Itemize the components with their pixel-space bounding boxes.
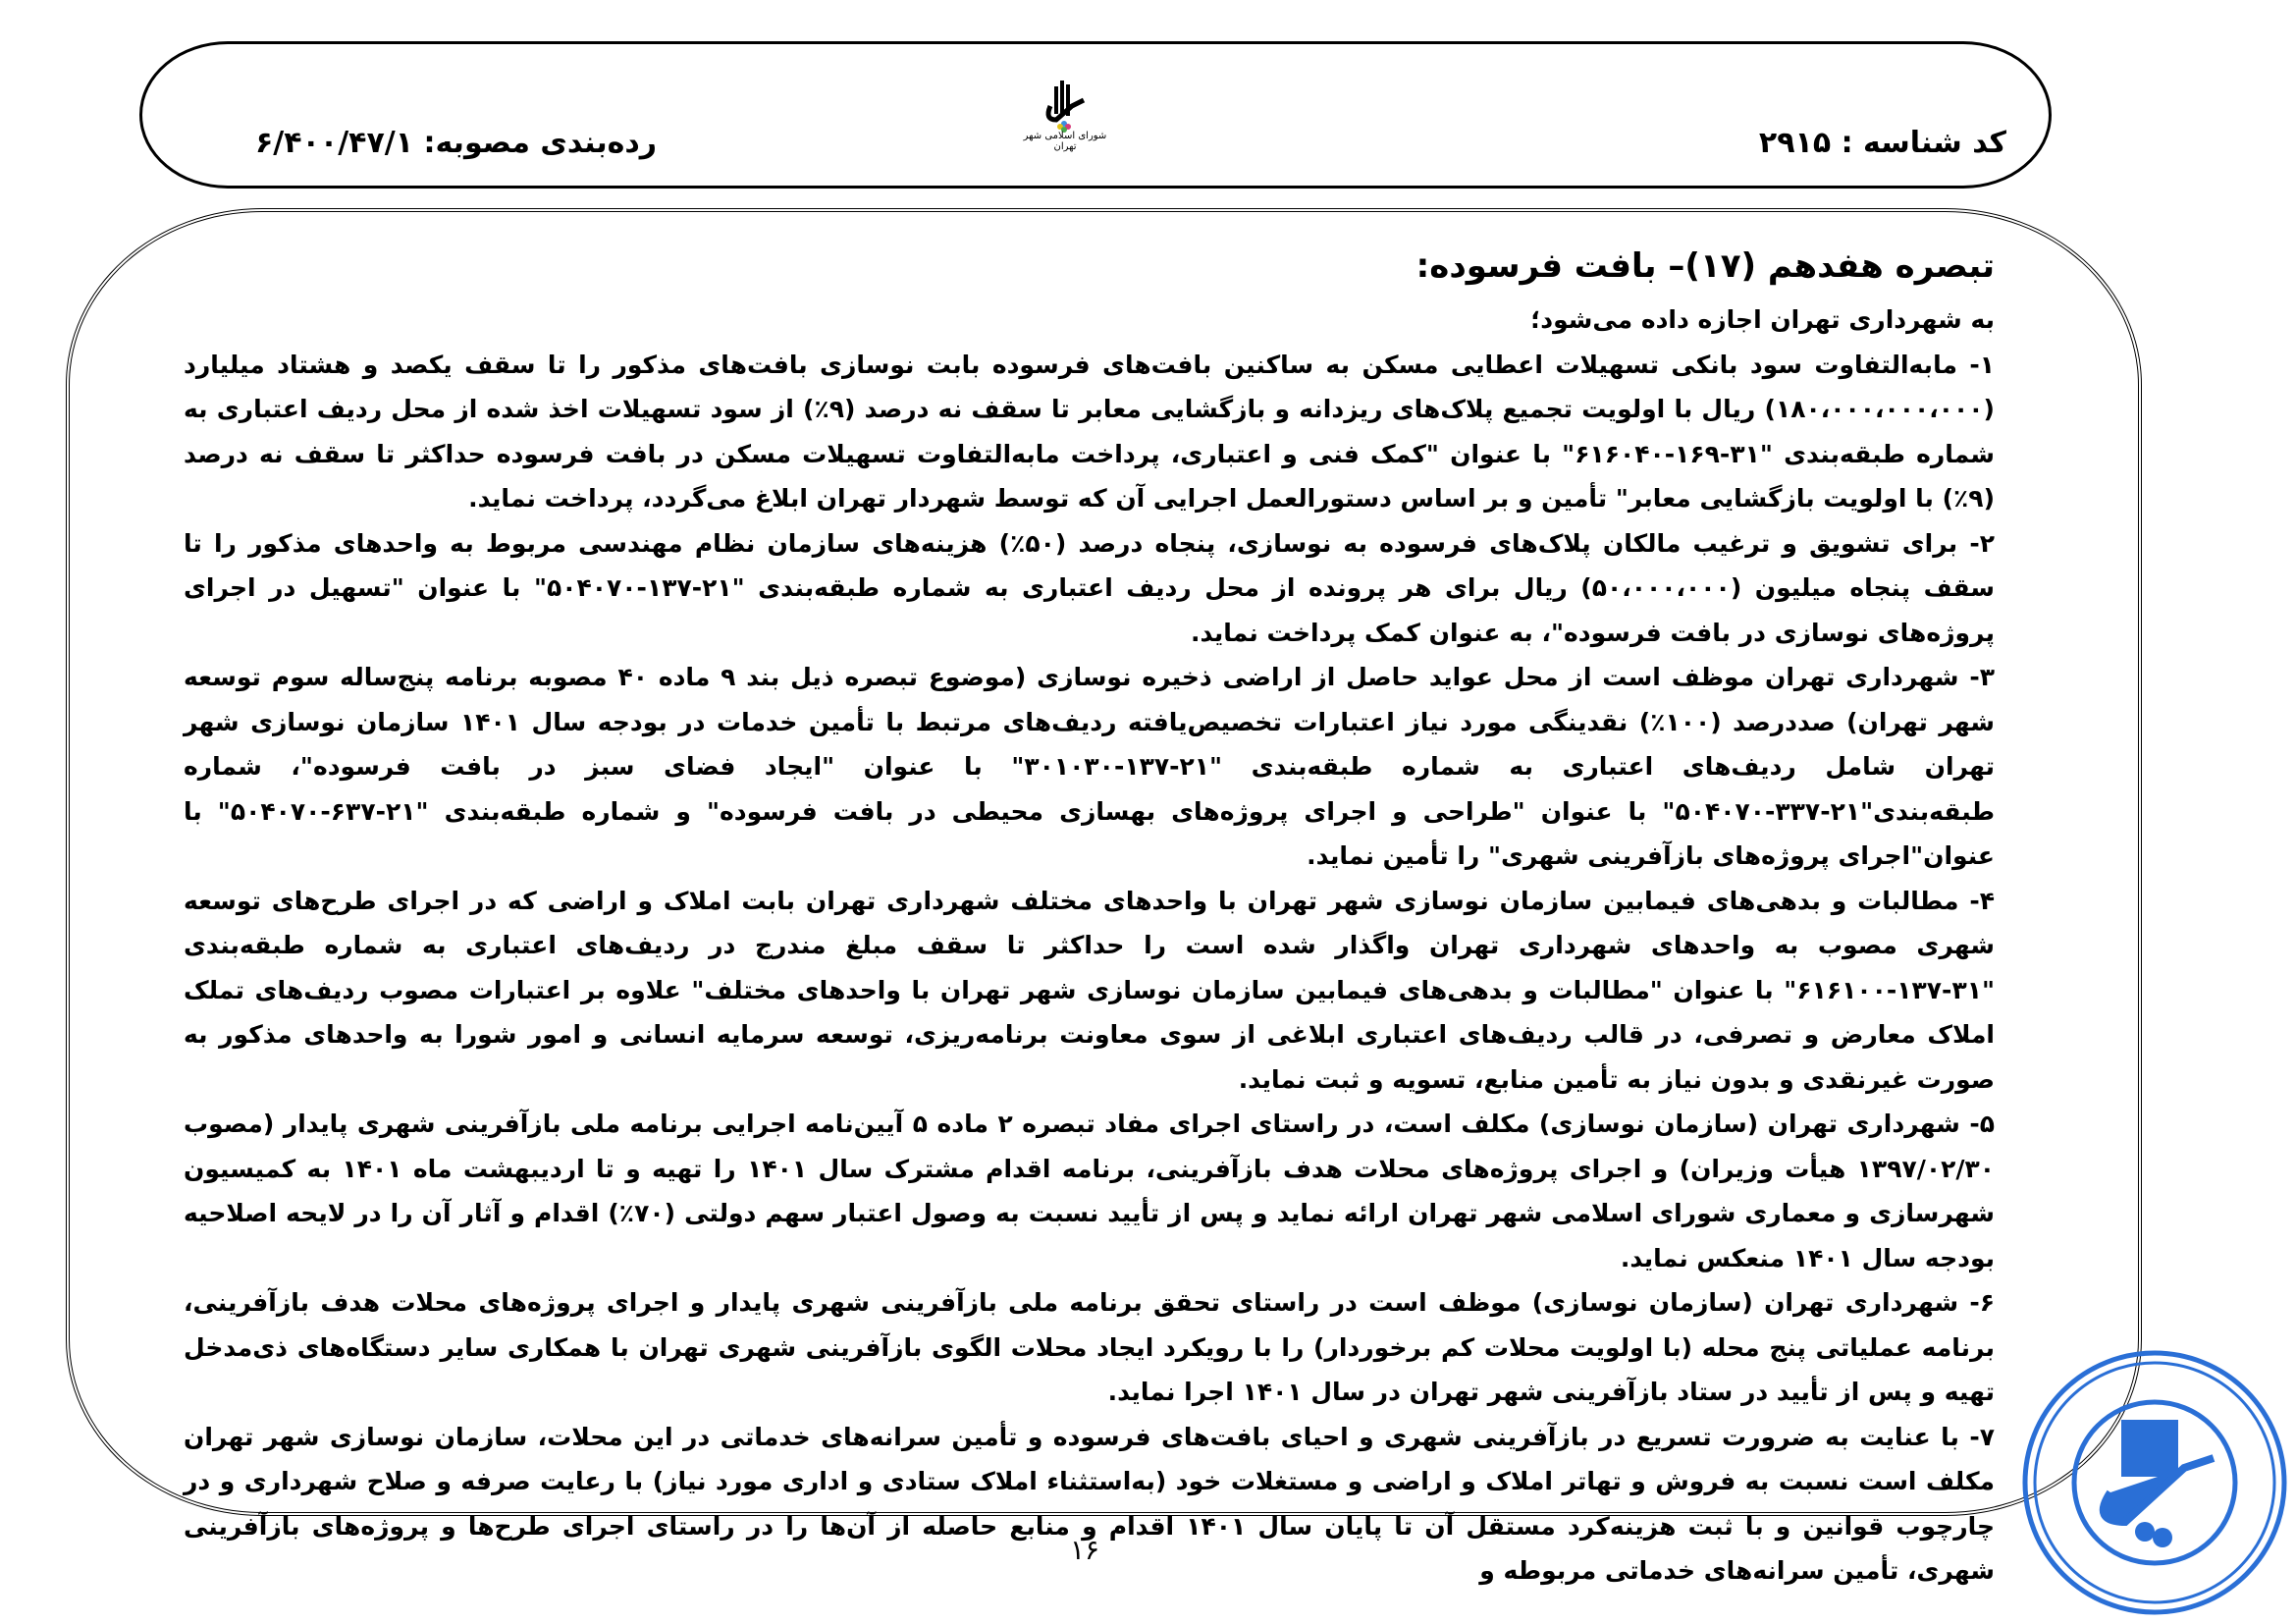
page-number: ۱۶ xyxy=(1070,1534,1100,1566)
paragraph-7: ۷- با عنایت به ضرورت تسریع در بازآفرینی شهری و احیای بافت‌های فرسوده و تأمین سرانه‌های خدماتی در این محلات، سازمان نوسازی شهر تهران مکلف است نسبت به فروش و تهاتر املاک و اراضی و مستغلات خود (به‌استثناء املاک ستادی و اداری مورد نیاز) با رعایت صرفه و صلاح شهرداری و در چارچوب قوانین و با ثبت هزینه‌کرد مستقل آن تا پایان سال ۱۴۰۱ اقدام و منابع حاصله از آن‌ها را در راستای اجرای طرح‌ها و پروژه‌های بازآفرینی شهری، تأمین سرانه‌های خدماتی مربوطه و xyxy=(184,1422,1995,1585)
document-body xyxy=(184,241,1995,1594)
paragraph-2: ۲- برای تشویق و ترغیب مالکان پلاک‌های فرسوده به نوسازی، پنجاه درصد (۵۰٪) هزینه‌های سازمان نظام مهندسی مربوط به واحدهای مذکور را تا سقف پنجاه میلیون (۵۰،۰۰۰،۰۰۰) ریال برای هر پرونده از محل ردیف اعتباری به شماره طبقه‌بندی "۲۱-۱۳۷-۵۰۴۰۷۰" با عنوان "تسهیل در اجرای پروژه‌های نوسازی در بافت فرسوده"، به عنوان کمک پرداخت نماید. xyxy=(184,528,1996,647)
document-code: کد شناسه : ۲۹۱۵ xyxy=(1758,126,2006,160)
paragraph-1: ۱- مابه‌التفاوت سود بانکی تسهیلات اعطایی مسکن به ساکنین بافت‌های فرسوده بابت نوسازی بافت‌های مذکور را تا سقف یکصد و هشتاد میلیارد (۱۸۰،۰۰۰،۰۰۰،۰۰۰) ریال با اولویت تجمیع پلاک‌های ریزدانه و بازگشایی معابر تا سقف نه درصد (۹٪) از سود تسهیلات اخذ شده از محل ردیف اعتباری به شماره طبقه‌بندی "۳۱-۱۶۹-۶۱۶۰۴۰" با عنوان "کمک فنی و اعتباری، پرداخت مابه‌التفاوت تسهیلات مسکن در بافت فرسوده حداکثر تا سقف نه درصد (۹٪) با اولویت بازگشایی معابر" تأمین و بر اساس دستورالعمل اجرایی آن که توسط شهردار تهران ابلاغ می‌گردد، پرداخت نماید. xyxy=(184,350,1995,513)
paragraph-6: ۶- شهرداری تهران (سازمان نوسازی) موظف است در راستای تحقق برنامه ملی بازآفرینی شهری پایدار و اجرای پروژه‌های محلات هدف بازآفرینی، برنامه عملیاتی پنج محله (با اولویت محلات کم برخوردار) را با رویکرد ایجاد محلات الگوی بازآفرینی شهری تهران با همکاری سایر دستگاه‌های ذی‌مدخل تهیه و پس از تأیید در ستاد بازآفرینی شهر تهران در سال ۱۴۰۱ اجرا نماید. xyxy=(184,1288,1995,1406)
paragraph-4: ۴- مطالبات و بدهی‌های فیمابین سازمان نوسازی شهر تهران با واحدهای مختلف شهرداری تهران بابت املاک و اراضی که در اجرای طرح‌های توسعه شهری مصوب به واحدهای شهرداری تهران واگذار شده است را حداکثر تا سقف مبلغ مندرج در ردیف‌های اعتباری به شماره طبقه‌بندی "۳۱-۱۳۷-۶۱۶۱۰۰" با عنوان "مطالبات و بدهی‌های فیمابین سازمان نوسازی شهر تهران با واحدهای مختلف" علاوه بر اعتبارات مصوب ردیف‌های تملک املاک معارض و تصرفی، در قالب ردیف‌های اعتباری ابلاغی از سوی معاونت برنامه‌ریزی، توسعه سرمایه انسانی و امور شورا به واحدهای مذکور به صورت غیرنقدی و بدون نیاز به تأمین منابع، تسویه و ثبت نماید. xyxy=(184,886,1995,1094)
paragraph-5: ۵- شهرداری تهران (سازمان نوسازی) مکلف است، در راستای اجرای مفاد تبصره ۲ ماده ۵ آیین‌نامه اجرایی برنامه ملی بازآفرینی شهری پایدار (مصوب ۱۳۹۷/۰۲/۳۰ هیأت وزیران) و اجرای پروژه‌های محلات هدف بازآفرینی، برنامه اقدام مشترک سال ۱۴۰۱ را تهیه و تا اردیبهشت ماه ۱۴۰۱ به کمیسیون شهرسازی و معماری شورای اسلامی شهر تهران ارائه نماید و پس از تأیید نسبت به وصول اعتبار سهم دولتی (۷۰٪) اقدام و آثار آن را در لایحه اصلاحیه بودجه سال ۱۴۰۱ منعکس نماید. xyxy=(184,1110,1996,1272)
section-title: تبصره هفدهم (۱۷)– بافت فرسوده: xyxy=(1415,246,1995,286)
paragraph-3: ۳- شهرداری تهران موظف است از محل عواید حاصل از اراضی ذخیره نوسازی (موضوع تبصره ذیل بند ۹ ماده ۴۰ مصوبه برنامه پنج‌ساله سوم توسعه شهر تهران) صددرصد (۱۰۰٪) نقدینگی مورد نیاز اعتبارات تخصیص‌یافته ردیف‌های مرتبط با تأمین خدمات در بودجه سال ۱۴۰۱ سازمان نوسازی شهر تهران شامل ردیف‌های اعتباری به شماره طبقه‌بندی "۲۱-۱۳۷-۳۰۱۰۳۰" با عنوان "ایجاد فضای سبز در بافت فرسوده"، شماره طبقه‌بندی"۲۱-۳۳۷-۵۰۴۰۷۰" با عنوان "طراحی و اجرای پروژه‌های بهسازی محیطی در بافت فرسوده" و شماره طبقه‌بندی "۲۱-۶۳۷-۵۰۴۰۷۰" با عنوان"اجرای پروژه‌های بازآفرینی شهری" را تأمین نماید. xyxy=(184,663,1995,870)
official-stamp-icon xyxy=(2017,1345,2292,1620)
resolution-classification: رده‌بندی مصوبه: ۶/۴۰۰/۴۷/۱ xyxy=(255,126,658,160)
intro-text: به شهرداری تهران اجازه داده می‌شود؛ xyxy=(1530,305,1995,334)
logo-caption: شورای اسلامی شهر تهران xyxy=(1023,131,1107,152)
